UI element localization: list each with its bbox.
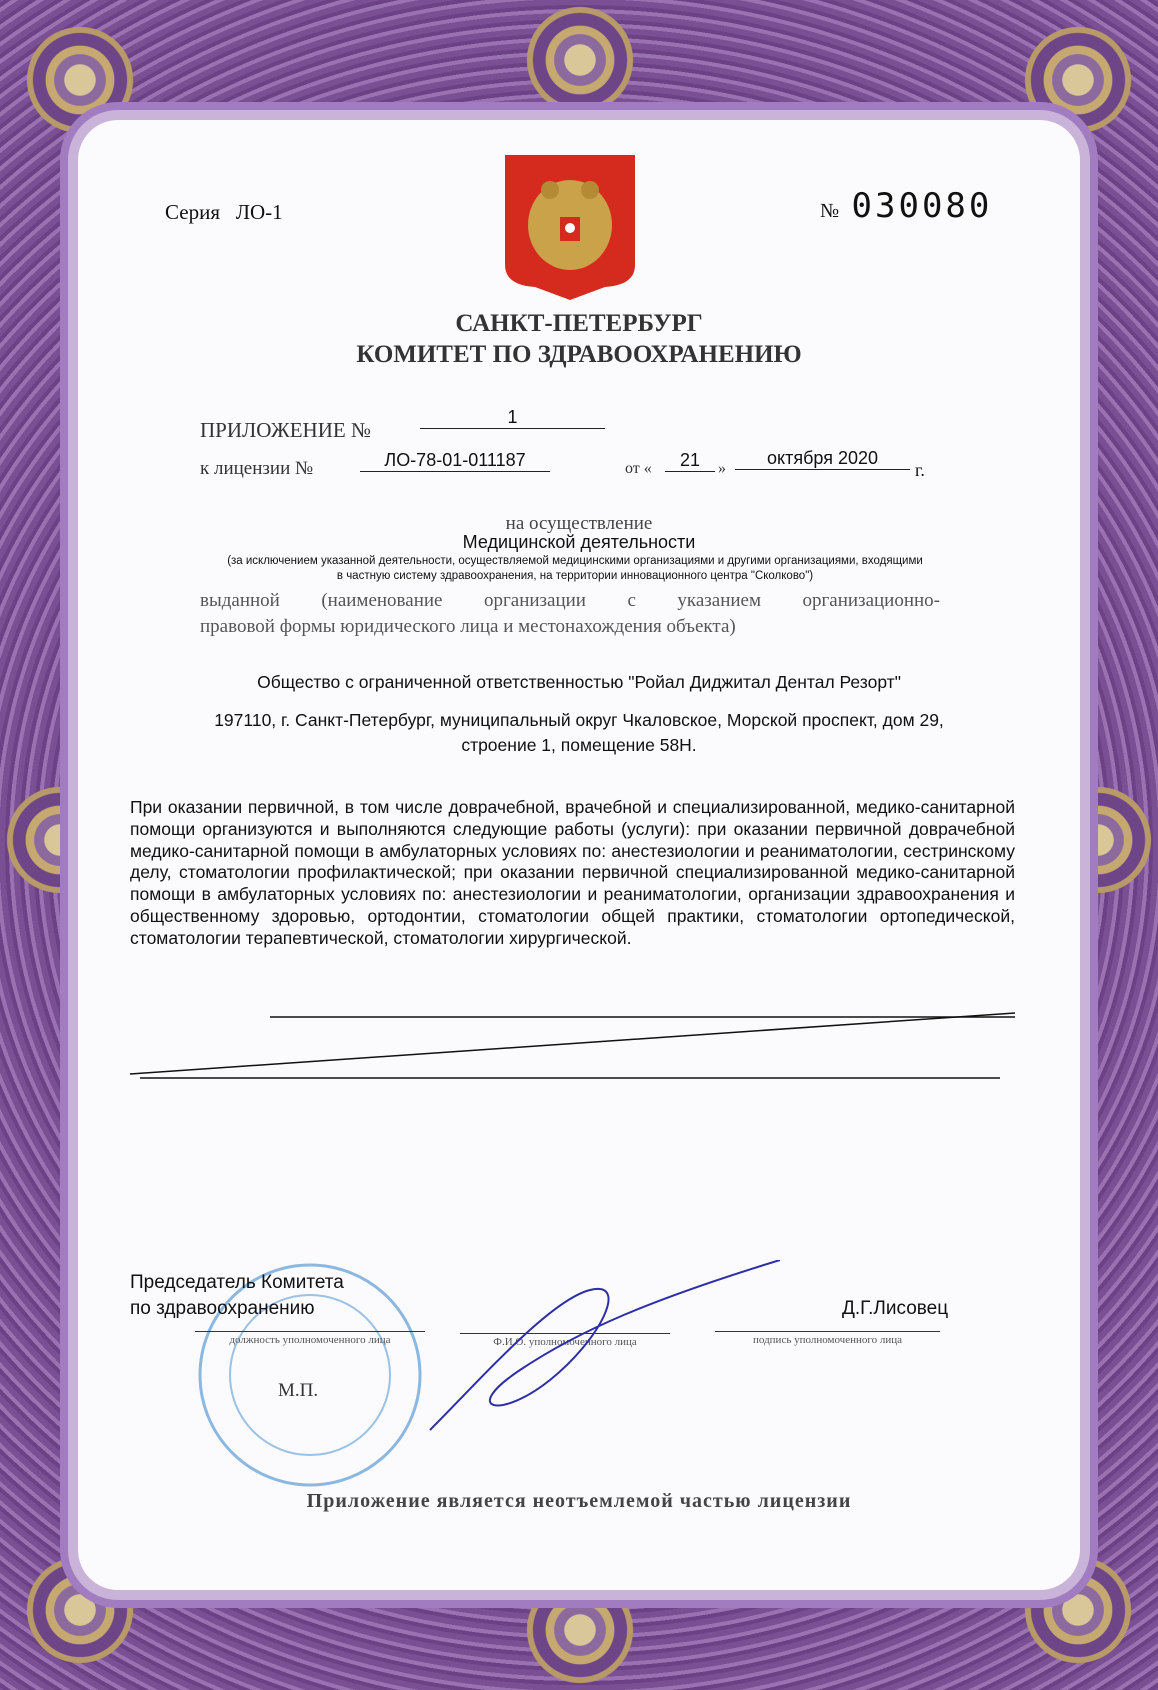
activity-note-1: (за исключением указанной деятельности, осуществляемой медицинскими организациями и другими организациями, входящими xyxy=(227,555,923,567)
year-suffix: г. xyxy=(915,460,925,480)
activity-intro: на осуществление xyxy=(505,513,653,534)
issuer-committee: КОМИТЕТ ПО ЗДРАВООХРАНЕНИЮ xyxy=(356,341,802,368)
caption-name: Ф.И.О. уполномоченного лица xyxy=(460,1333,670,1348)
number-value: 030080 xyxy=(851,186,993,226)
license-day: 21 xyxy=(665,450,715,472)
appendix-number: 1 xyxy=(420,407,605,429)
series-value: ЛО-1 xyxy=(235,200,283,224)
caption-position: должность уполномоченного лица xyxy=(195,1331,425,1346)
from-label: от « xyxy=(625,460,652,477)
license-month-year: октября 2020 xyxy=(735,448,910,470)
coat-of-arms-emblem xyxy=(505,155,635,300)
organization-name: Общество с ограниченной ответственностью "Ройал Диджитал Дентал Резорт" xyxy=(257,672,901,692)
handwritten-signature xyxy=(400,1260,800,1450)
position-line-1: Председатель Комитета xyxy=(130,1272,344,1293)
day-close: » xyxy=(718,460,726,477)
license-label: к лицензии № xyxy=(200,458,314,479)
issued-caption-1: выданной (наименование организации с указанием организационно- xyxy=(200,590,940,611)
stamp-place: М.П. xyxy=(278,1380,319,1401)
license-ref-number: ЛО-78-01-011187 xyxy=(360,450,550,472)
issued-caption-2: правовой формы юридического лица и местонахождения объекта) xyxy=(200,616,736,637)
signatory-name: Д.Г.Лисовец xyxy=(842,1298,949,1319)
activity-name: Медицинской деятельности xyxy=(462,532,696,552)
ornament-top-center xyxy=(520,0,640,120)
strike-lines xyxy=(130,1010,1020,1080)
series-label: Серия xyxy=(165,200,220,224)
services-text: При оказании первичной, в том числе доврачебной, врачебной и специализированной, медико-санитарной помощи организуются и выполняются следующие работы (услуги): при оказании первичной доврачебной медико-санитарной помощи в амбулаторных условиях по: анестезиологии и реаниматологии, сестринскому делу, стоматологии профилактической; при оказании первичной специализированной медико-санитарной помощи в амбулаторных условиях по: анестезиологии и реаниматологии, организации здравоохранения и общественному здоровью, ортодонтии, стоматологии общей практики, стоматологии ортопедической, стоматологии терапевтической, стоматологии хирургической. xyxy=(130,797,1015,948)
issuer-city: САНКТ-ПЕТЕРБУРГ xyxy=(455,310,703,337)
number-sign: № xyxy=(820,200,840,222)
caption-signature: подпись уполномоченного лица xyxy=(715,1331,940,1346)
activity-note-2: в частную систему здравоохранения, на территории инновационного центра "Сколково") xyxy=(336,570,814,582)
license-number xyxy=(820,186,992,226)
appendix-label: ПРИЛОЖЕНИЕ № xyxy=(200,418,371,442)
organization-address-2: строение 1, помещение 58Н. xyxy=(461,735,697,755)
organization-address-1: 197110, г. Санкт-Петербург, муниципальный округ Чкаловское, Морской проспект, дом 29, xyxy=(214,710,944,730)
series xyxy=(165,200,283,225)
footer-note: Приложение является неотъемлемой частью лицензии xyxy=(306,1490,852,1512)
position-line-2: по здравоохранению xyxy=(130,1298,315,1319)
